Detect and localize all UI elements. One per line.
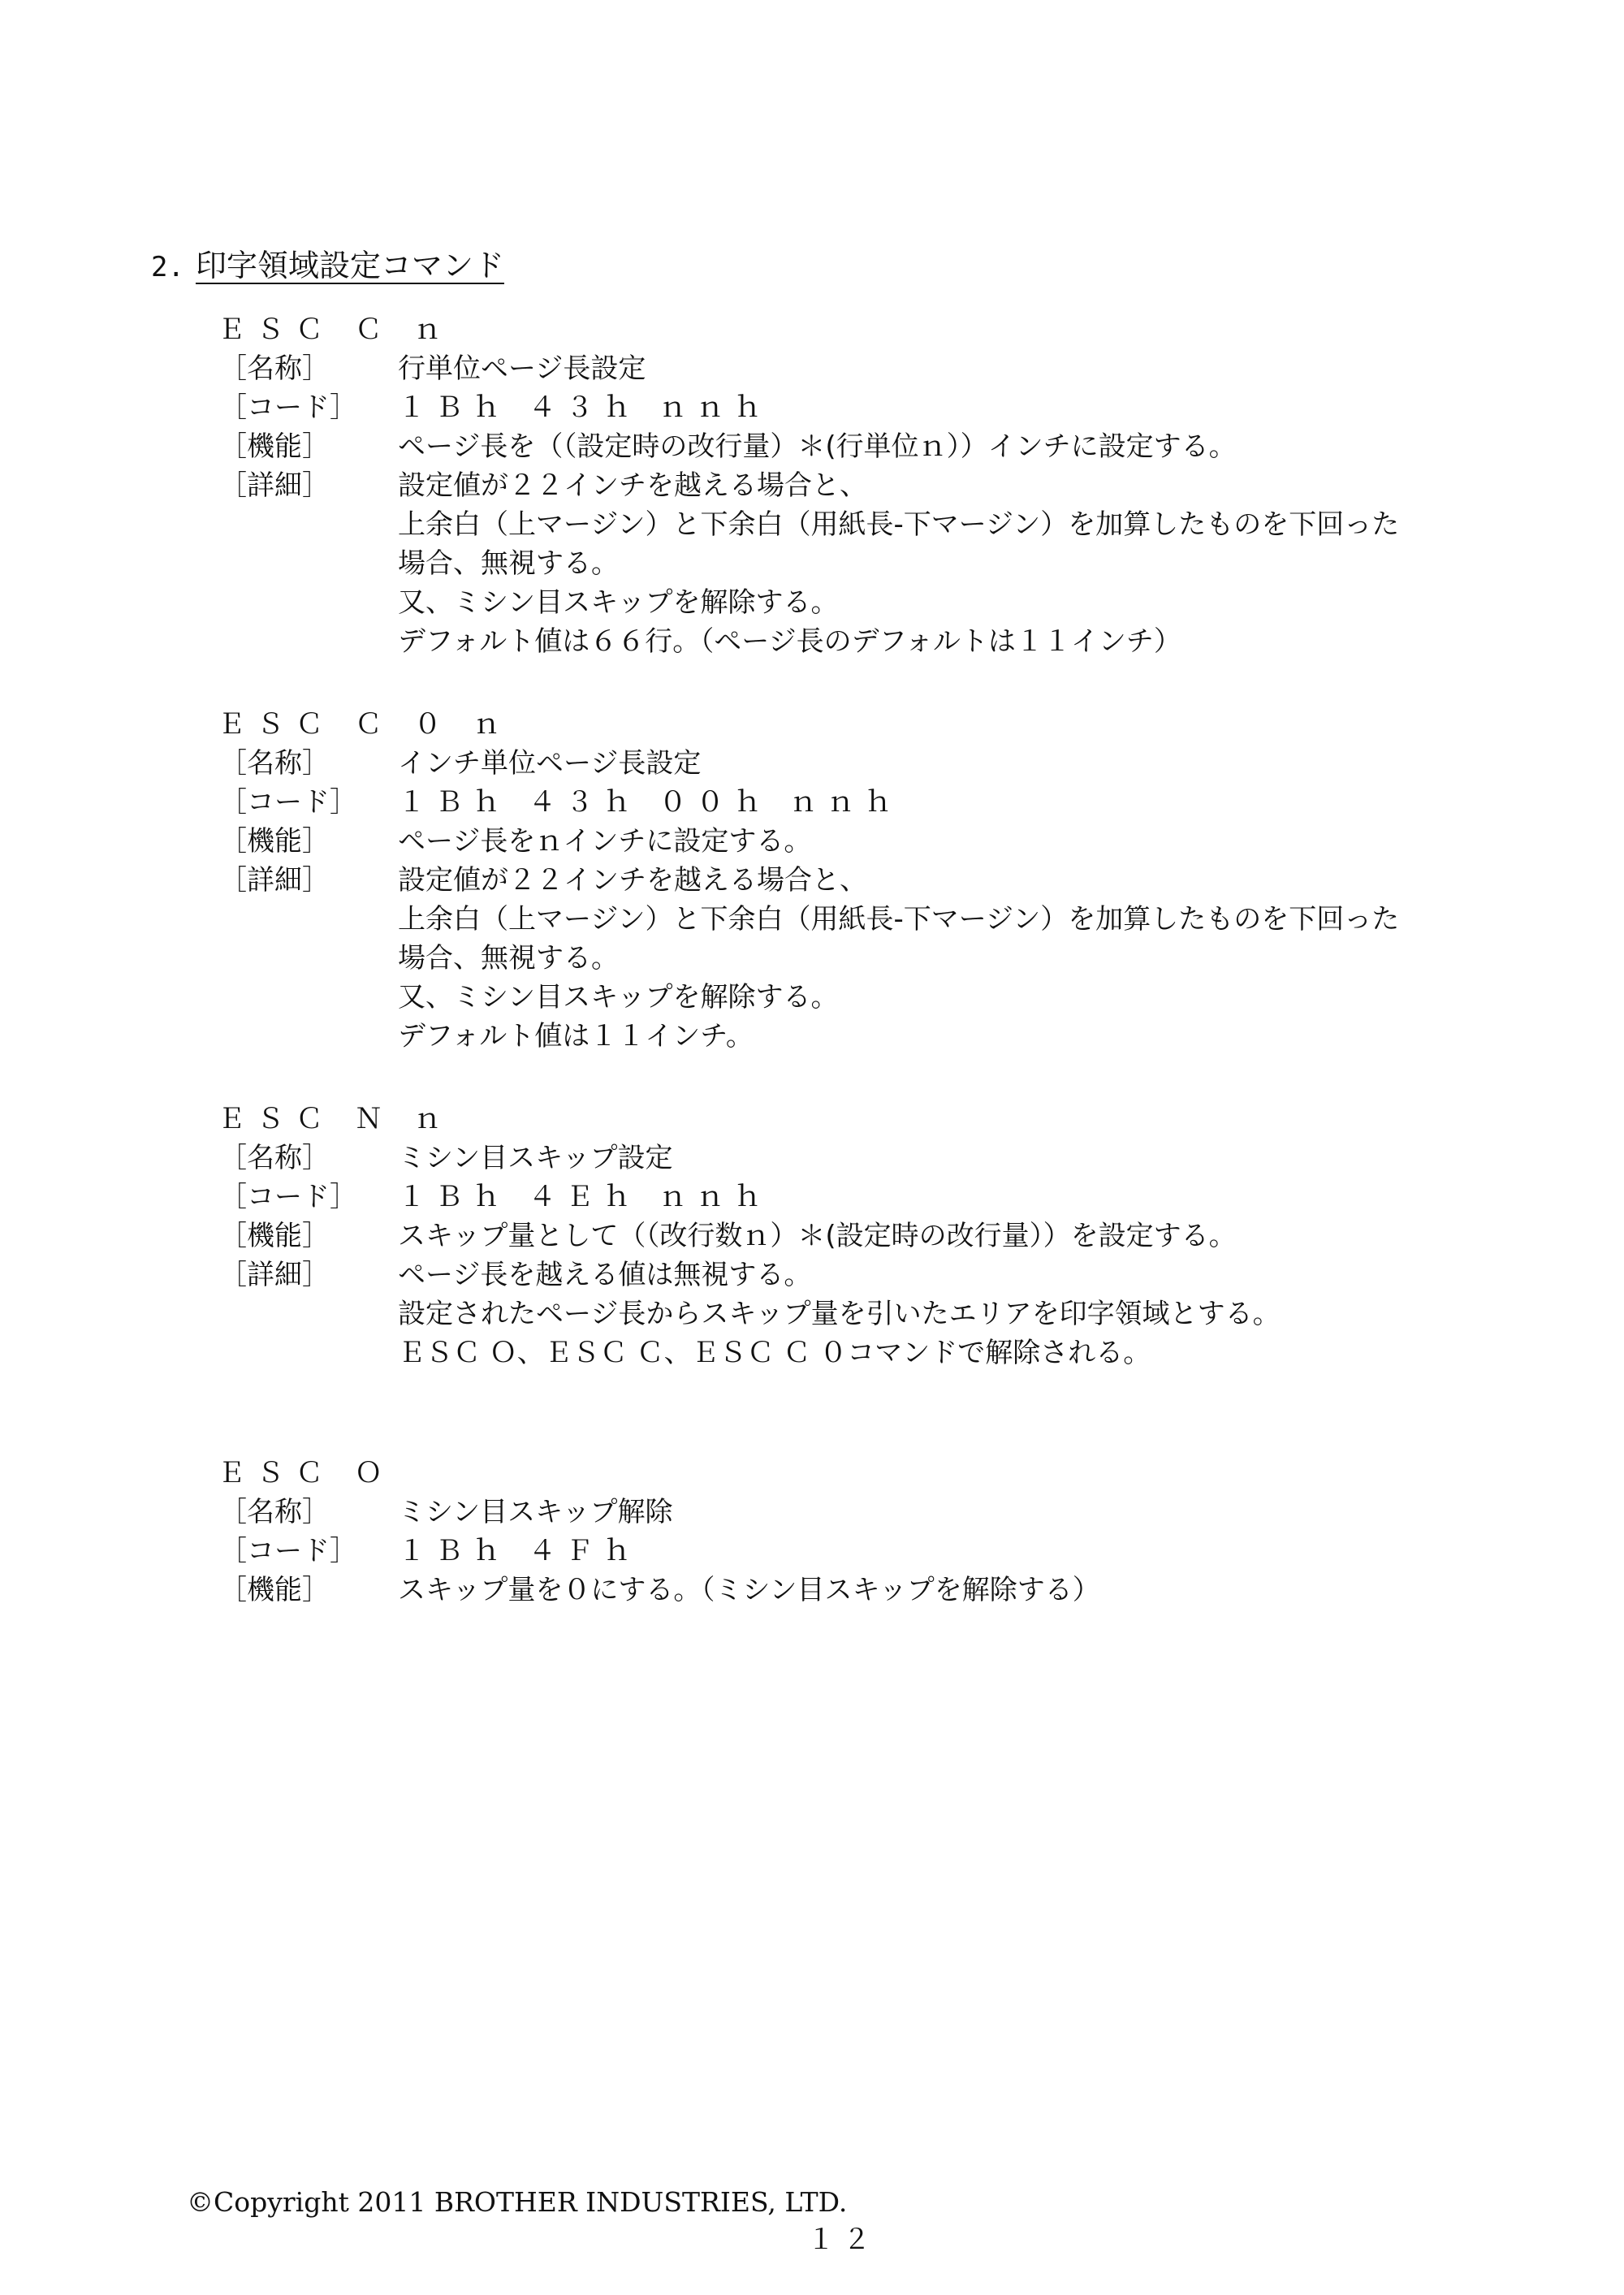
name-value: インチ単位ページ長設定 <box>398 747 702 780</box>
detail-text <box>398 861 1399 1056</box>
section-heading <box>151 245 504 287</box>
detail-row <box>218 466 1517 661</box>
detail-line: 又、ミシン目スキップを解除する。 <box>398 586 839 619</box>
function-label: ［機能］ <box>219 1220 330 1252</box>
copyright-notice: ©Copyright 2011 BROTHER INDUSTRIES, LTD. <box>187 2186 848 2218</box>
detail-row <box>218 861 1517 1056</box>
function-value: ページ長をｎインチに設定する。 <box>398 825 812 858</box>
command-name: ＥＳＣ Ｃ ｎ <box>218 313 453 346</box>
detail-label: ［詳細］ <box>219 1259 330 1291</box>
function-value: スキップ量を０にする。（ミシン目スキップを解除する） <box>398 1574 1100 1606</box>
command-block-esc-c-0-n <box>218 705 1517 1056</box>
detail-line: 又、ミシン目スキップを解除する。 <box>398 981 839 1014</box>
name-label: ［名称］ <box>219 1142 330 1174</box>
function-row <box>218 427 1517 466</box>
command-block-esc-o <box>218 1454 1517 1610</box>
function-label: ［機能］ <box>219 1574 330 1606</box>
code-value: １Ｂｈ ４３ｈ ｎｎｈ <box>398 391 771 424</box>
detail-label: ［詳細］ <box>219 469 330 502</box>
detail-line: デフォルト値は６６行。（ページ長のデフォルトは１１インチ） <box>398 625 1181 658</box>
name-label: ［名称］ <box>219 747 330 780</box>
code-row <box>218 1532 1517 1571</box>
name-value: 行単位ページ長設定 <box>398 352 646 385</box>
page-number: １２ <box>807 2224 879 2256</box>
code-value: １Ｂｈ ４Ｆｈ <box>398 1535 641 1567</box>
name-value: ミシン目スキップ解除 <box>398 1496 673 1528</box>
function-label: ［機能］ <box>219 430 330 463</box>
detail-line: ＥＳＣ Ｏ、ＥＳＣ Ｃ、ＥＳＣ Ｃ ０コマンドで解除される。 <box>398 1337 1151 1369</box>
code-row <box>218 388 1517 427</box>
command-block-esc-n-n <box>218 1100 1517 1372</box>
function-row <box>218 1571 1517 1610</box>
code-value: １Ｂｈ ４Ｅｈ ｎｎｈ <box>398 1181 771 1213</box>
name-row <box>218 349 1517 388</box>
command-name: ＥＳＣ Ｎ ｎ <box>218 1103 453 1135</box>
function-row <box>218 822 1517 861</box>
code-label: ［コード］ <box>219 391 357 424</box>
detail-line: 設定されたページ長からスキップ量を引いたエリアを印字領域とする。 <box>398 1298 1281 1330</box>
command-block-esc-c-n <box>218 310 1517 661</box>
code-label: ［コード］ <box>219 786 357 819</box>
code-value: １Ｂｈ ４３ｈ ００ｈ ｎｎｈ <box>398 786 902 819</box>
section-number: 2. <box>151 251 184 283</box>
detail-line: デフォルト値は１１インチ。 <box>398 1020 754 1052</box>
function-row <box>218 1217 1517 1256</box>
section-title: 印字領域設定コマンド <box>195 248 504 283</box>
function-label: ［機能］ <box>219 825 330 858</box>
detail-line: 上余白（上マージン）と下余白（用紙長-下マージン）を加算したものを下回った <box>398 508 1400 541</box>
detail-line: ページ長を越える値は無視する。 <box>398 1259 812 1291</box>
detail-line: 場合、無視する。 <box>398 942 619 975</box>
code-label: ［コード］ <box>219 1535 357 1567</box>
detail-line: 設定値が２２インチを越える場合と、 <box>398 864 867 897</box>
detail-line: 場合、無視する。 <box>398 547 619 580</box>
detail-line: 上余白（上マージン）と下余白（用紙長-下マージン）を加算したものを下回った <box>398 903 1400 936</box>
name-row <box>218 744 1517 783</box>
name-label: ［名称］ <box>219 352 330 385</box>
detail-row <box>218 1256 1517 1372</box>
name-label: ［名称］ <box>219 1496 330 1528</box>
function-value: スキップ量として（（改行数ｎ）＊(設定時の改行量））を設定する。 <box>398 1220 1237 1252</box>
command-name: ＥＳＣ Ｃ ０ ｎ <box>218 708 512 741</box>
detail-line: 設定値が２２インチを越える場合と、 <box>398 469 867 502</box>
detail-label: ［詳細］ <box>219 864 330 897</box>
code-label: ［コード］ <box>219 1181 357 1213</box>
command-name: ＥＳＣ Ｏ <box>218 1457 394 1489</box>
name-value: ミシン目スキップ設定 <box>398 1142 673 1174</box>
code-row <box>218 783 1517 822</box>
detail-text <box>398 466 1399 661</box>
name-row <box>218 1139 1517 1178</box>
function-value: ページ長を（（設定時の改行量）＊(行単位ｎ））インチに設定する。 <box>398 430 1237 463</box>
code-row <box>218 1178 1517 1217</box>
name-row <box>218 1493 1517 1532</box>
detail-text <box>398 1256 1281 1372</box>
